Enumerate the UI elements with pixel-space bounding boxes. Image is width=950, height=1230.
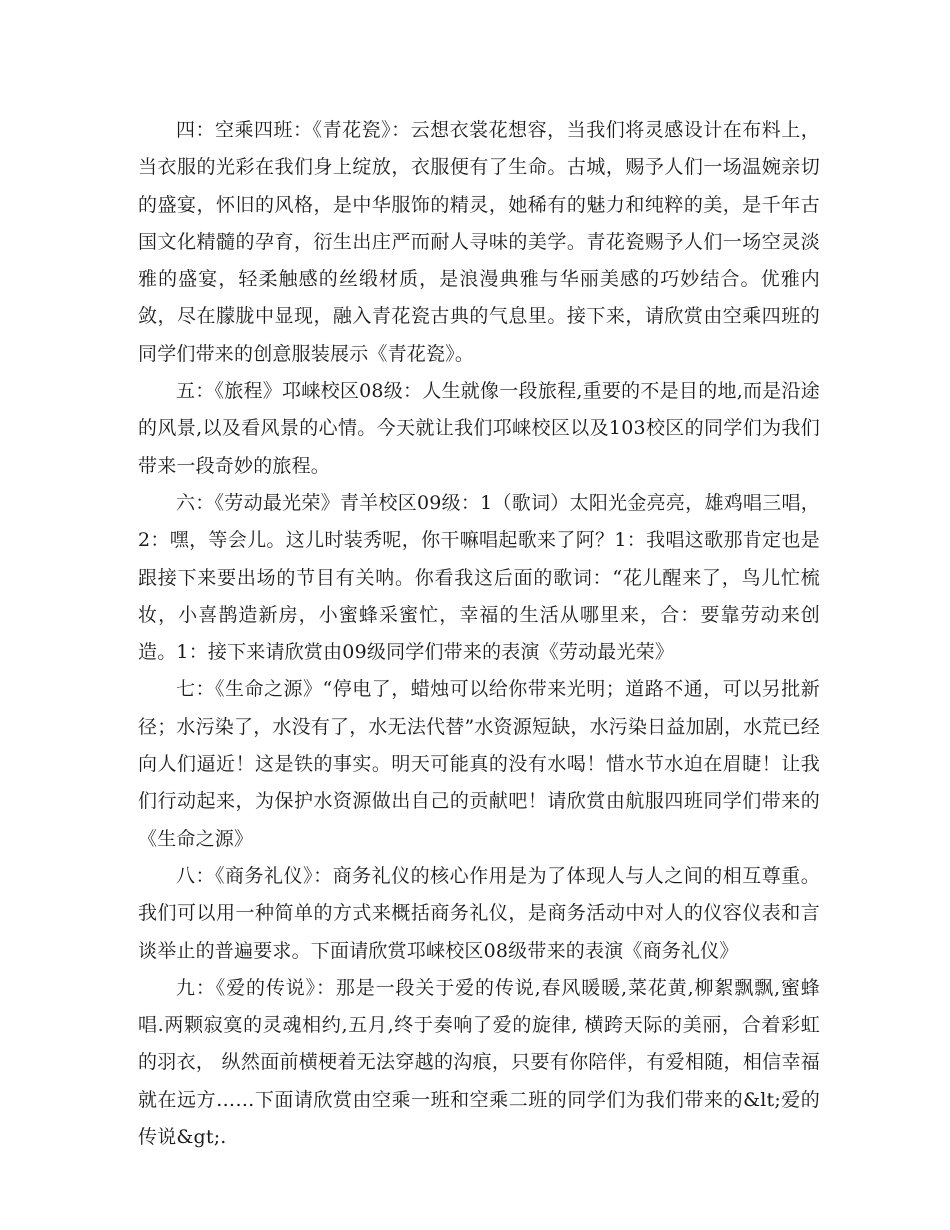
paragraph-8-shangwu: 八：《商务礼仪》：商务礼仪的核心作用是为了体现人与人之间的相互尊重。我们可以用一种简单的方式来概括商务礼仪，是商务活动中对人的仪容仪表和言谈举止的普遍要求。下面请欣赏邛崃校区08级带来的表演《商务礼仪》 xyxy=(138,864,820,962)
paragraph-5-lvcheng: 五：《旅程》邛崃校区08级：人生就像一段旅程,重要的不是目的地,而是沿途的风景,以及看风景的心情。今天就让我们邛崃校区以及103校区的同学们为我们带来一段奇妙的旅程。 xyxy=(138,380,820,477)
paragraph-4-qinghuaci: 四：空乘四班：《青花瓷》：云想衣裳花想容，当我们将灵感设计在布料上，当衣服的光彩在我们身上绽放，衣服便有了生命。古城，赐予人们一场温婉亲切的盛宴，怀旧的风格，是中华服饰的精灵，她稀有的魅力和纯粹的美，是千年古国文化精髓的孕育，衍生出庄严而耐人寻味的美学。青花瓷赐予人们一场空灵淡雅的盛宴，轻柔触感的丝缎材质，是浪漫典雅与华丽美感的巧妙结合。优雅内敛，尽在朦胧中显现，融入青花瓷古典的气息里。接下来，请欣赏由空乘四班的同学们带来的创意服装展示《青花瓷》。 xyxy=(138,119,820,365)
paragraph-7-shengming: 七：《生命之源》“停电了，蜡烛可以给你带来光明；道路不通，可以另批新径；水污染了，水没有了，水无法代替”水资源短缺，水污染日益加剧，水荒已经向人们逼近！这是铁的事实。明天可能真的没有水喝！惜水节水迫在眉睫！让我们行动起来，为保护水资源做出自己的贡献吧！请欣赏由航服四班同学们带来的《生命之源》 xyxy=(138,678,820,850)
paragraph-6-laodong: 六：《劳动最光荣》青羊校区09级：1（歌词）太阳光金亮亮，雄鸡唱三唱，2：嘿，等会儿。这儿时装秀呢，你干嘛唱起歌来了阿？1：我唱这歌那肯定也是跟接下来要出场的节目有关呐。你看我这后面的歌词：“花儿醒来了，鸟儿忙梳妆，小喜鹊造新房，小蜜蜂采蜜忙，幸福的生活从哪里来，合：要靠劳动来创造。1：接下来请欣赏由09级同学们带来的表演《劳动最光荣》 xyxy=(138,491,820,664)
document-body xyxy=(138,112,820,1156)
paragraph-9-aide: 九：《爱的传说》：那是一段关于爱的传说,春风暖暖,菜花黄,柳絮飘飘,蜜蜂唱.两颗寂寞的灵魂相约,五月,终于奏响了爱的旋律, 横跨天际的美丽，合着彩虹的羽衣， 纵然面前横梗着无法穿越的沟痕，只要有你陪伴，有爱相随，相信幸福就在远方……下面请欣赏由空乘一班和空乘二班的同学们为我们带来的&lt;爱的传说&gt;. xyxy=(138,976,820,1149)
